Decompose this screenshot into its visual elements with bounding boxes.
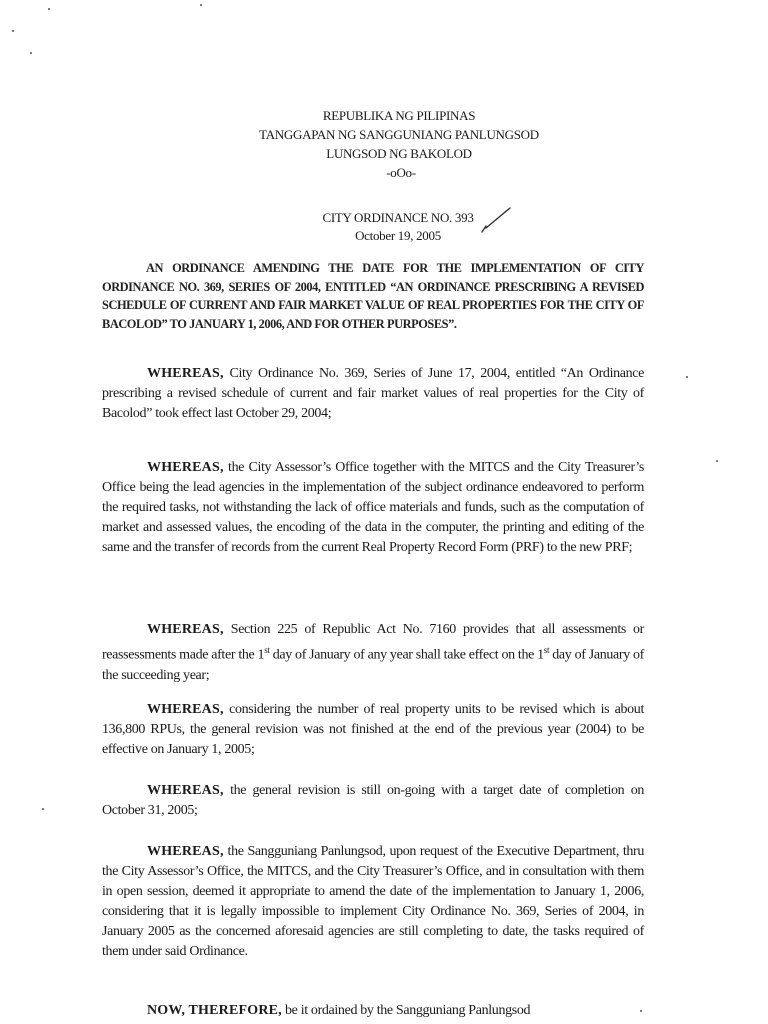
scan-speck — [12, 30, 14, 32]
header-ornament: -oOo- — [386, 165, 416, 180]
whereas-keyword: WHEREAS, — [147, 702, 224, 717]
scan-speck — [200, 4, 202, 6]
whereas-keyword: WHEREAS, — [147, 622, 224, 637]
ordinance-date: October 19, 2005 — [355, 228, 441, 243]
paragraph-text: City Ordinance No. 369, Series of June 17, 2004, entitled “An Ordinance prescribing a revised schedule of current and fair market values of real properties for the City of Bacolod” took effect last October 29, 2004; — [102, 366, 644, 421]
scan-speck — [686, 376, 688, 378]
header-republic: REPUBLIKA NG PILIPINAS — [322, 108, 476, 123]
ordinance-title: AN ORDINANCE AMENDING THE DATE FOR THE IMPLEMENTATION OF CITY ORDINANCE NO. 369, SERIES OF 2004, ENTITLED “AN ORDINANCE PRESCRIBING A REVISED SCHEDULE OF CURRENT AND FAIR MARKET VALUE OF REAL PROPERTIES FOR THE CITY OF BACOLOD” TO JANUARY 1, 2006, AND FOR OTHER PURPOSES”. — [102, 261, 644, 331]
check-mark-icon — [480, 206, 512, 234]
whereas-paragraph — [102, 620, 644, 686]
header-city: LUNGSOD NG BAKOLOD — [326, 146, 472, 161]
whereas-paragraph — [102, 700, 644, 760]
ordinance-heading — [0, 209, 768, 245]
whereas-paragraph — [102, 781, 644, 821]
scan-speck — [42, 808, 44, 810]
paragraph-text: be it ordained by the Sangguniang Panlungsod — [281, 1003, 531, 1018]
paragraph-text: considering the number of real property units to be revised which is about 136,800 RPUs, the general revision was not finished at the end of the previous year (2004) to be effective on January 1, 2005; — [102, 702, 644, 757]
whereas-keyword: WHEREAS, — [147, 844, 224, 859]
scan-speck — [30, 52, 32, 54]
whereas-keyword: WHEREAS, — [147, 783, 224, 798]
scan-speck — [48, 8, 50, 10]
paragraph-text: the City Assessor’s Office together with the MITCS and the City Treasurer’s Office being the lead agencies in the implementation of the subject ordinance endeavored to perform the required tasks, not withstanding the lack of office materials and funds, such as the computation of market and assessed values, the encoding of the data in the computer, the printing and editing of the same and the transfer of records from the current Real Property Record Form (PRF) to the new PRF; — [102, 460, 644, 555]
paragraph-text: day of January of any year shall take effect on the 1 — [269, 647, 544, 663]
paragraph-text: Section 225 of Republic Act No. 7160 provides that all assessments or reassessments made after the 1 — [102, 622, 644, 663]
whereas-paragraph — [102, 364, 644, 424]
ordaining-paragraph — [102, 1001, 644, 1021]
paragraph-text: the Sangguniang Panlungsod, upon request of the Executive Department, thru the City Assessor’s Office, the MITCS, and the City Treasurer’s Office, and in consultation with them in open session, deemed it appropriate to amend the date of the implementation to January 1, 2006, considering that it is legally impossible to implement City Ordinance No. 369, Series of 2004, in January 2005 as the concerned aforesaid agencies are still completing to date, the tasks required of them under said Ordinance. — [102, 844, 644, 959]
whereas-paragraph — [102, 458, 644, 558]
scan-speck — [716, 460, 718, 462]
ordinance-number: CITY ORDINANCE NO. 393 — [322, 210, 474, 225]
now-therefore-keyword: NOW, THEREFORE, — [147, 1003, 282, 1018]
paragraph-text: day of January of the succeeding year; — [102, 647, 644, 683]
paragraph-text: the general revision is still on-going with a target date of completion on October 31, 2005; — [102, 783, 644, 818]
ordinal-suffix: st — [264, 645, 270, 655]
whereas-keyword: WHEREAS, — [147, 366, 224, 381]
ordinal-suffix: st — [543, 645, 550, 655]
header-office: TANGGAPAN NG SANGGUNIANG PANLUNGSOD — [259, 127, 539, 142]
document-header — [0, 106, 768, 182]
whereas-keyword: WHEREAS, — [147, 460, 224, 475]
whereas-paragraph — [102, 842, 644, 962]
